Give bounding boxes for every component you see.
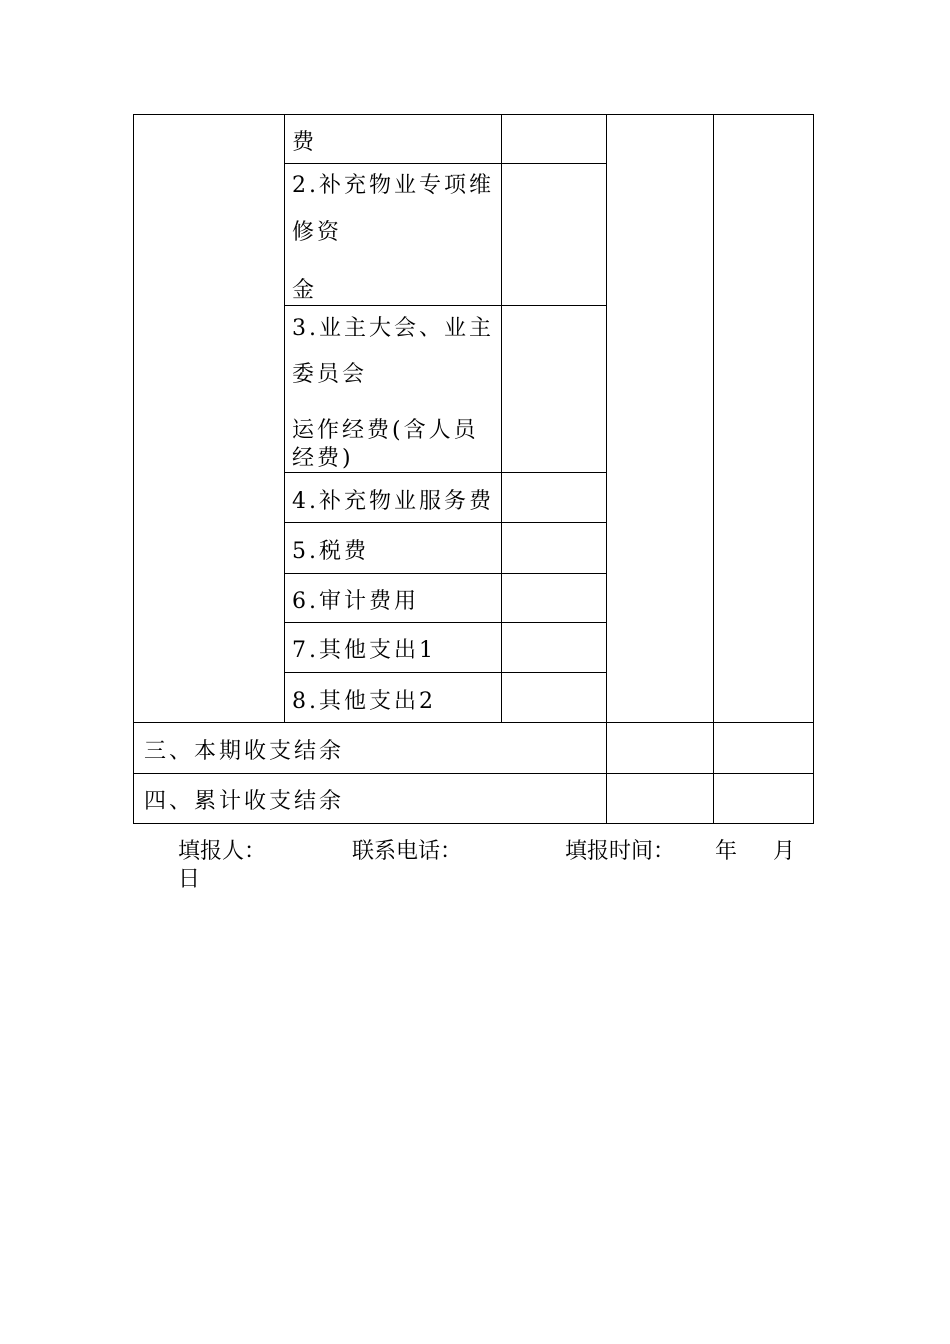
table-row-divider — [284, 672, 607, 673]
item-text: 委员会 — [292, 362, 368, 387]
item-text: 3.业主大会、业主 — [292, 316, 494, 341]
item-text: 5.税费 — [292, 539, 369, 564]
filler-label: 填报人： — [178, 839, 267, 864]
item-text: 4.补充物业服务费 — [292, 489, 494, 514]
table-col-divider — [606, 114, 607, 824]
item-text: 运作经费(含人员 — [292, 418, 479, 443]
table-border-right — [813, 114, 814, 824]
table-row-divider — [284, 305, 607, 306]
table-border-top — [133, 114, 814, 115]
item-text: 2.补充物业专项维 — [292, 173, 494, 198]
table-row-divider — [133, 773, 814, 774]
table-col-divider — [713, 114, 714, 824]
summary-row-label: 四、累计收支结余 — [144, 789, 345, 814]
table-col-divider — [501, 114, 502, 723]
table-row-divider — [133, 722, 814, 723]
item-text: 6.审计费用 — [292, 589, 419, 614]
table-border-bottom — [133, 823, 814, 824]
item-text: 费 — [292, 130, 318, 155]
table-row-divider — [284, 522, 607, 523]
item-text: 经费) — [292, 446, 354, 471]
phone-label: 联系电话： — [352, 839, 463, 864]
fill-time-label: 填报时间： — [565, 839, 676, 864]
item-text: 7.其他支出1 — [292, 638, 436, 663]
table-row-divider — [284, 622, 607, 623]
table-border-left — [133, 114, 134, 824]
table-col-divider — [284, 114, 285, 723]
year-label: 年 — [715, 839, 738, 864]
table-row-divider — [284, 163, 607, 164]
item-text: 金 — [292, 278, 318, 303]
summary-row-label: 三、本期收支结余 — [144, 739, 345, 764]
table-row-divider — [284, 472, 607, 473]
day-label: 日 — [178, 867, 201, 892]
item-text: 8.其他支出2 — [292, 689, 436, 714]
item-text: 修资 — [292, 220, 343, 245]
month-label: 月 — [773, 839, 796, 864]
table-row-divider — [284, 573, 607, 574]
